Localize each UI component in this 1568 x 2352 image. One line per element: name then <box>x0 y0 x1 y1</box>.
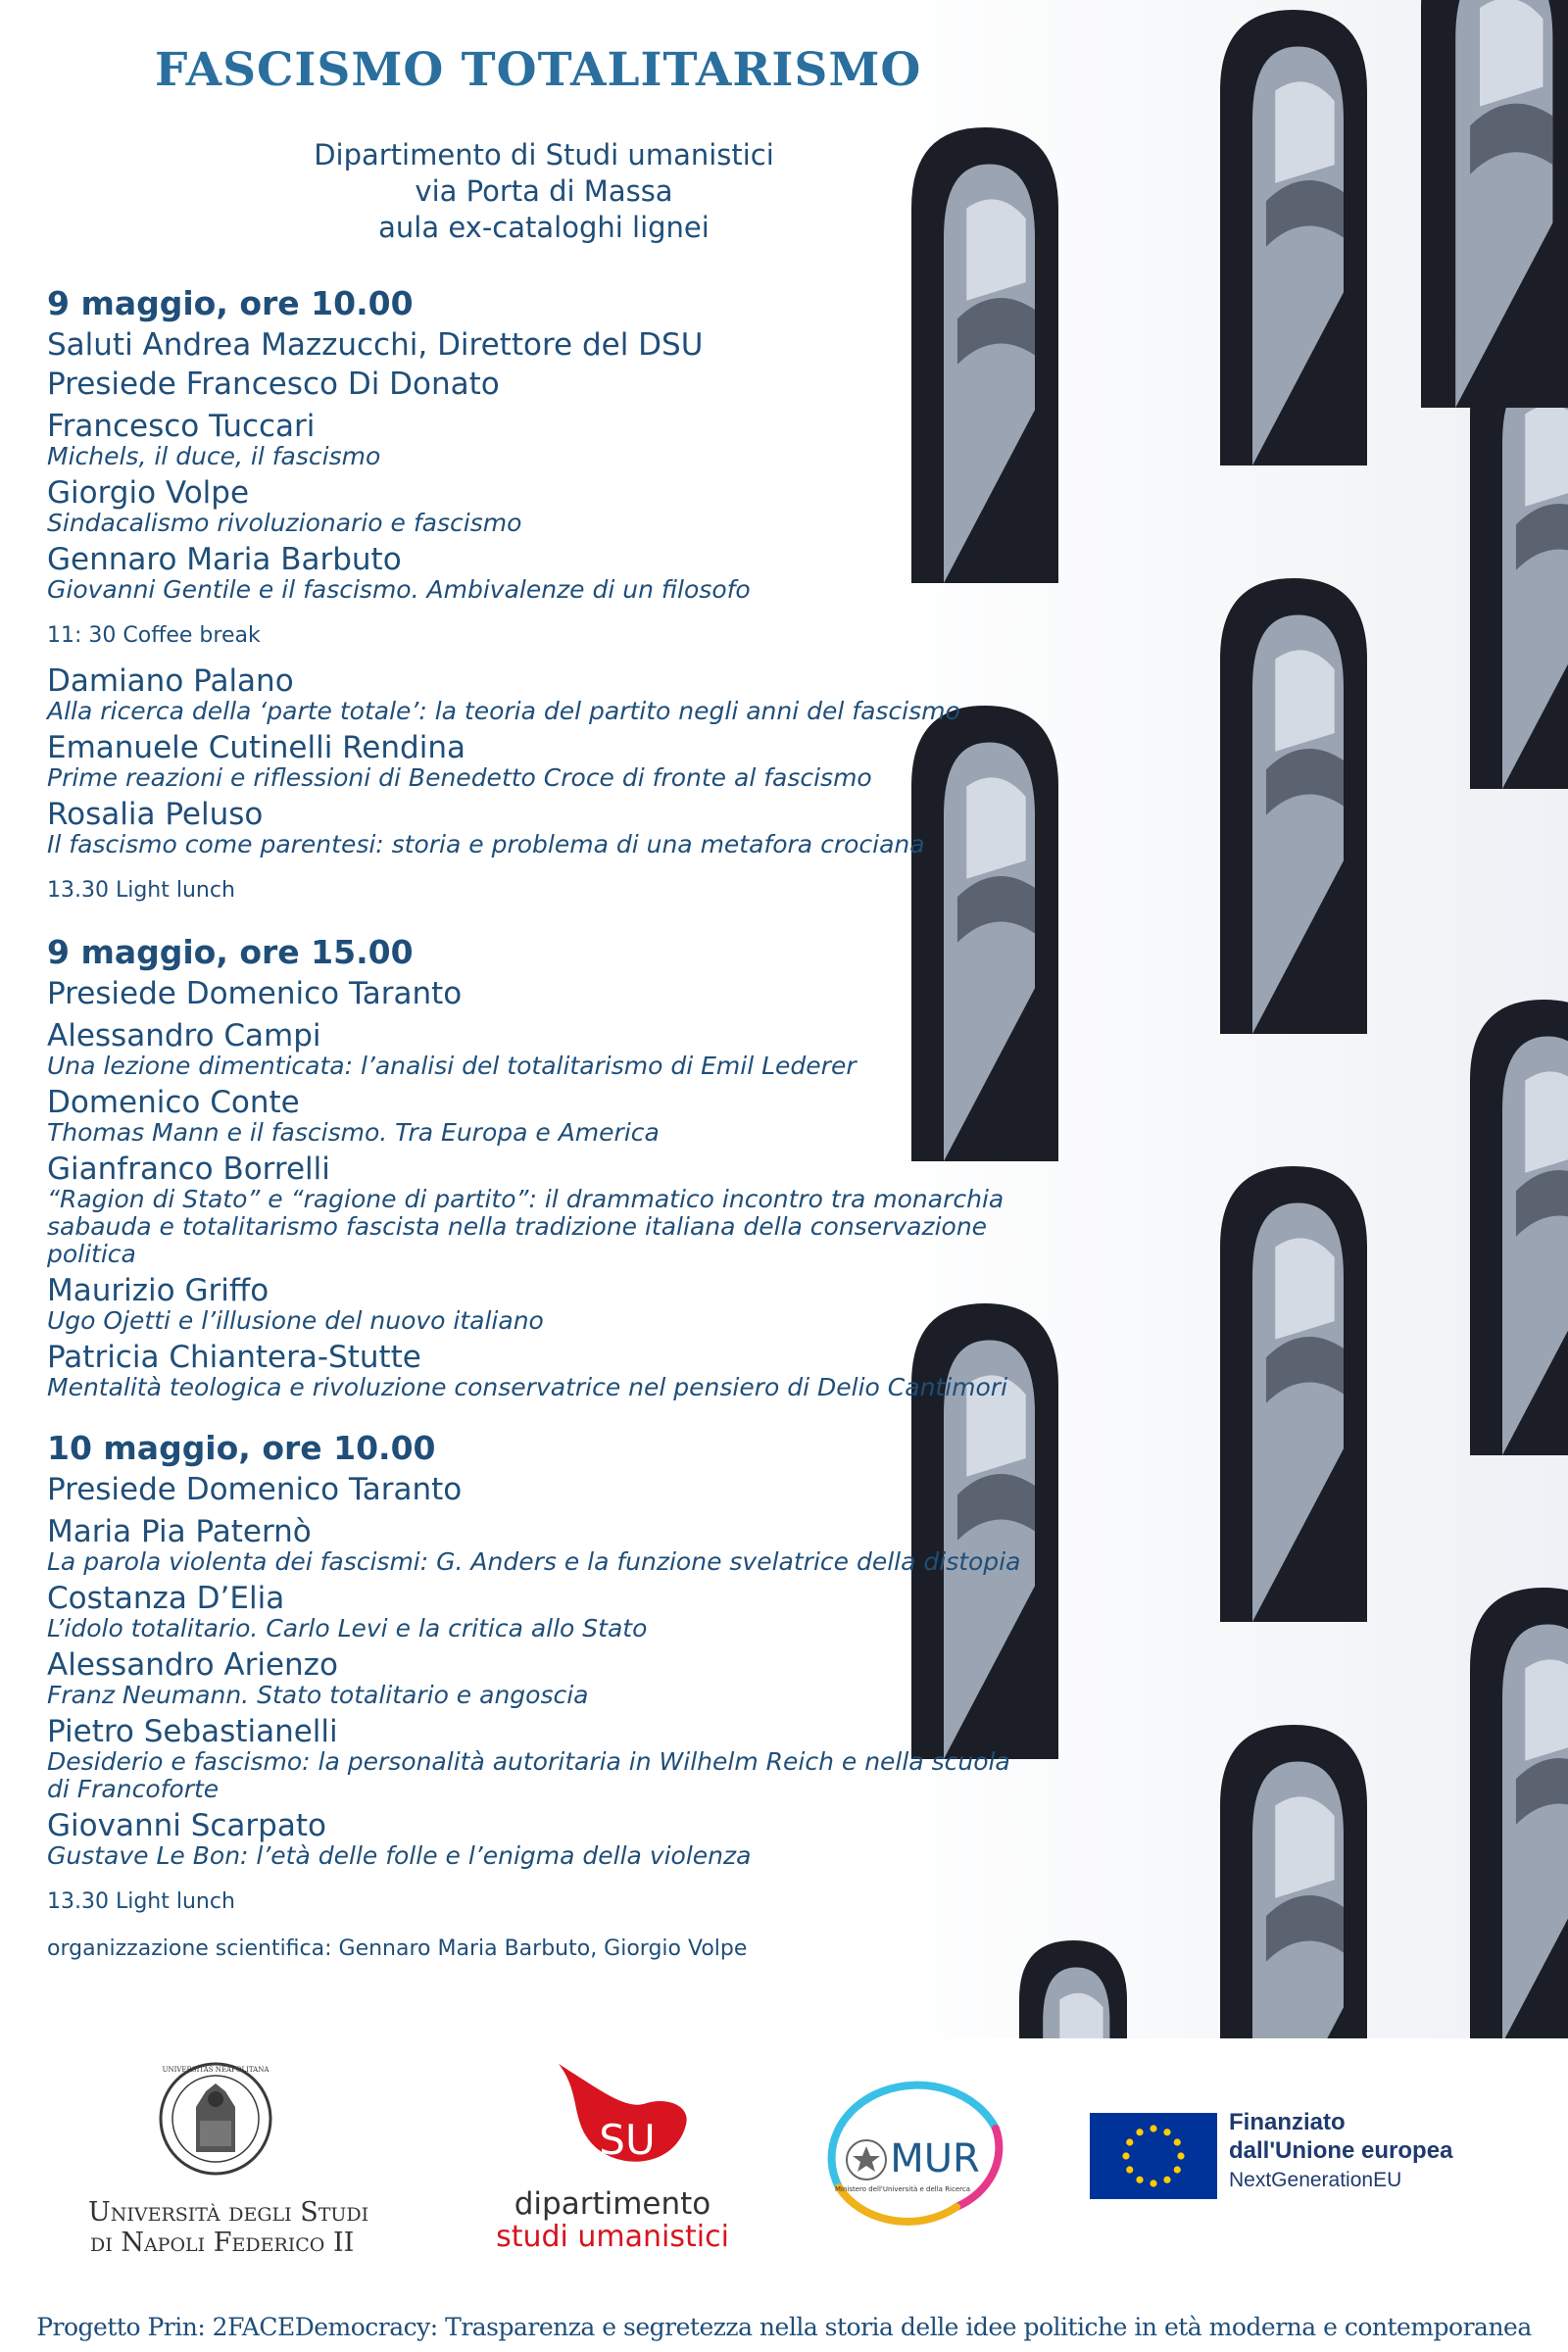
mur-logo <box>809 2080 1015 2227</box>
speaker-name: Giorgio Volpe <box>47 475 250 511</box>
talk-item <box>47 798 1027 858</box>
speaker-name: Rosalia Peluso <box>47 797 264 832</box>
talk-item <box>47 1019 1027 1080</box>
talk-title: La parola violenta dei fascismi: G. Anders e la funzione svelatrice della distopia <box>47 1547 1021 1576</box>
talk-title: Giovanni Gentile e il fascismo. Ambivalenze di un filosofo <box>47 575 751 604</box>
programme-note: 13.30 Light lunch <box>47 1889 235 1914</box>
footer-project: Progetto Prin: 2FACEDemocracy: Trasparenza e segretezza nella storia delle idee politiche in età moderna e contemporanea <box>36 2313 1532 2341</box>
window-arch <box>1220 1725 1367 2038</box>
speaker-name: Pietro Sebastianelli <box>47 1714 338 1749</box>
talk-title: Franz Neumann. Stato totalitario e angoscia <box>47 1681 589 1709</box>
speaker-name: Gennaro Maria Barbuto <box>47 542 402 577</box>
session-heading: 9 maggio, ore 10.00 <box>47 284 414 322</box>
mur-subtitle: Ministero dell'Università e della Ricerca <box>834 2185 971 2193</box>
talk-title: “Ragion di Stato” e “ragione di partito”: il drammatico incontro tra monarchia sabauda e totalitarismo fascista nella tradizione italiana della conservazione politica <box>47 1185 1004 1268</box>
talk-item <box>47 664 1027 725</box>
talk-title: Prime reazioni e riflessioni di Benedetto Croce di fronte al fascismo <box>47 763 872 792</box>
venue-line: aula ex-cataloghi lignei <box>378 211 710 244</box>
window-arch <box>1470 1000 1568 1455</box>
programme-line: Presiede Domenico Taranto <box>47 976 463 1011</box>
speaker-name: Maria Pia Paternò <box>47 1514 312 1549</box>
window-arch <box>1421 0 1568 408</box>
mur-mark: MUR <box>890 2136 980 2181</box>
eu-line3: NextGenerationEU <box>1229 2169 1402 2191</box>
talk-item <box>47 1515 1027 1576</box>
eu-flag-icon <box>1090 2113 1217 2199</box>
speaker-name: Francesco Tuccari <box>47 409 316 444</box>
talk-title: Thomas Mann e il fascismo. Tra Europa e America <box>47 1118 660 1147</box>
dsu-mark: SU <box>599 2116 656 2164</box>
speaker-name: Patricia Chiantera-Stutte <box>47 1340 421 1375</box>
talk-item <box>47 1648 1027 1709</box>
talk-title: Sindacalismo rivoluzionario e fascismo <box>47 509 522 537</box>
venue-line: Dipartimento di Studi umanistici <box>314 138 774 172</box>
eu-line2: dall'Unione europea <box>1229 2137 1453 2164</box>
programme-note: organizzazione scientifica: Gennaro Maria Barbuto, Giorgio Volpe <box>47 1936 748 1961</box>
unina-line1: Università degli Studi <box>88 2197 369 2228</box>
venue-block <box>255 137 833 246</box>
window-arch <box>1220 1166 1367 1622</box>
unina-logo <box>88 2062 382 2258</box>
talk-title: Desiderio e fascismo: la personalità autoritaria in Wilhelm Reich e nella scuola di Francoforte <box>47 1747 1010 1803</box>
speaker-name: Costanza D’Elia <box>47 1581 285 1616</box>
talk-title: Una lezione dimenticata: l’analisi del totalitarismo di Emil Lederer <box>47 1052 857 1080</box>
speaker-name: Alessandro Campi <box>47 1018 321 1054</box>
unina-line2: di Napoli Federico II <box>90 2228 355 2258</box>
window-arch <box>1470 1588 1568 2038</box>
unina-seal-text: UNIVERSITAS NEAPOLITANA <box>162 2066 270 2074</box>
talk-item <box>47 543 1027 604</box>
talk-title: L’idolo totalitario. Carlo Levi e la critica allo Stato <box>47 1614 648 1642</box>
talk-item <box>47 1582 1027 1642</box>
session-heading: 9 maggio, ore 15.00 <box>47 933 414 971</box>
programme <box>47 282 1027 1974</box>
eu-logo <box>1090 2109 1501 2207</box>
venue-line: via Porta di Massa <box>415 174 673 208</box>
talk-item <box>47 1341 1027 1401</box>
session-heading: 10 maggio, ore 10.00 <box>47 1429 436 1467</box>
speaker-name: Gianfranco Borrelli <box>47 1152 330 1187</box>
page-title: FASCISMO TOTALITARISMO <box>155 43 922 97</box>
programme-line: Presiede Francesco Di Donato <box>47 367 500 402</box>
programme-note: 11: 30 Coffee break <box>47 623 261 648</box>
talk-item <box>47 410 1027 470</box>
programme-note: 13.30 Light lunch <box>47 878 235 903</box>
dsu-logo <box>490 2056 735 2262</box>
speaker-name: Emanuele Cutinelli Rendina <box>47 730 466 765</box>
programme-line: Saluti Andrea Mazzucchi, Direttore del DSU <box>47 327 704 363</box>
talk-title: Mentalità teologica e rivoluzione conservatrice nel pensiero di Delio Cantimori <box>47 1373 1008 1401</box>
dsu-line1: dipartimento <box>514 2186 711 2222</box>
speaker-name: Giovanni Scarpato <box>47 1808 326 1843</box>
talk-item <box>47 1715 1027 1803</box>
eu-line1: Finanziato <box>1229 2109 1346 2135</box>
speaker-name: Maurizio Griffo <box>47 1273 270 1308</box>
window-arch <box>1019 1940 1127 2038</box>
talk-title: Il fascismo come parentesi: storia e problema di una metafora crociana <box>47 830 925 858</box>
window-arch <box>1220 578 1367 1034</box>
talk-item <box>47 1086 1027 1147</box>
talk-title: Alla ricerca della ‘parte totale’: la teoria del partito negli anni del fascismo <box>47 697 960 725</box>
talk-item <box>47 476 1027 537</box>
talk-title: Ugo Ojetti e l’illusione del nuovo italiano <box>47 1306 544 1335</box>
talk-item <box>47 1809 1027 1870</box>
talk-item <box>47 1274 1027 1335</box>
talk-item <box>47 1152 1027 1268</box>
talk-title: Michels, il duce, il fascismo <box>47 442 381 470</box>
programme-line: Presiede Domenico Taranto <box>47 1472 463 1507</box>
speaker-name: Domenico Conte <box>47 1085 300 1120</box>
talk-item <box>47 731 1027 792</box>
window-arch <box>1220 10 1367 466</box>
speaker-name: Damiano Palano <box>47 663 294 699</box>
dsu-line2: studi umanistici <box>496 2220 729 2254</box>
talk-title: Gustave Le Bon: l’età delle folle e l’enigma della violenza <box>47 1841 752 1870</box>
speaker-name: Alessandro Arienzo <box>47 1647 338 1683</box>
